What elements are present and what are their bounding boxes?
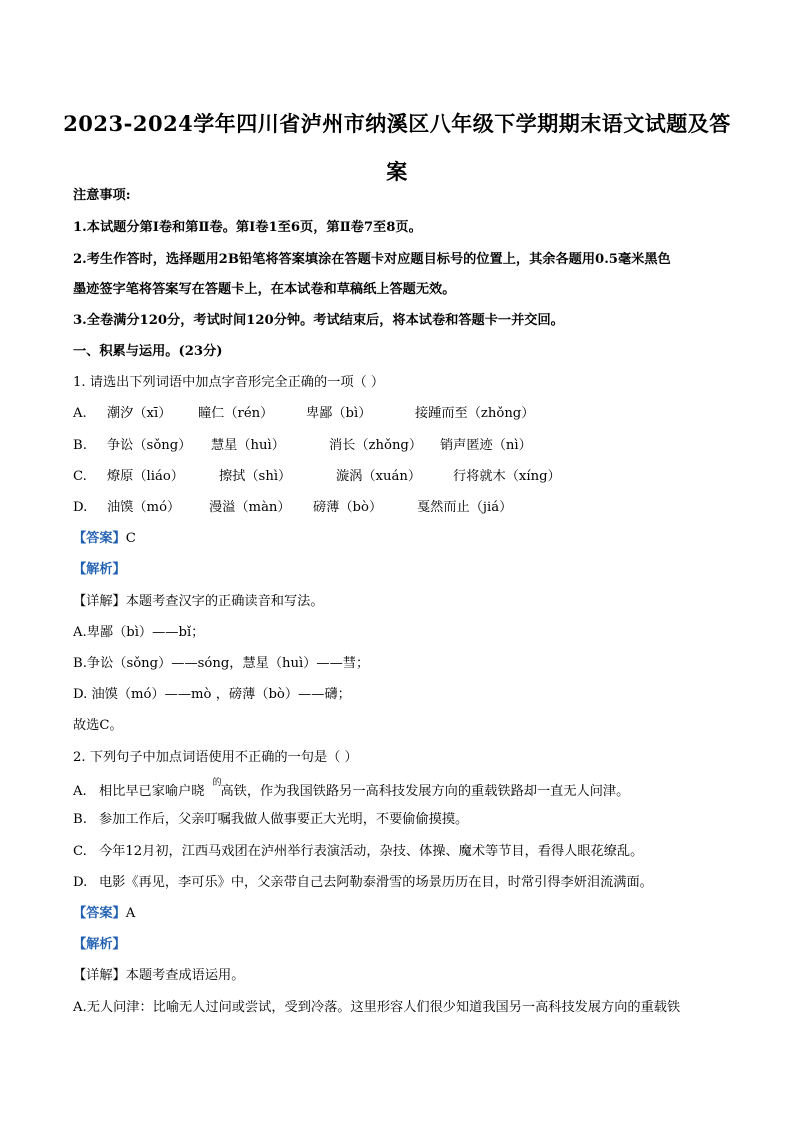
q2-detail-text: 本题考查成语运用。 [125, 968, 245, 983]
q1-option-c [73, 468, 561, 486]
q2-analysis-label: 【解析】 [73, 937, 126, 952]
q1-option-c-item-1: 燎原（liáo） [107, 469, 184, 484]
section-1-heading: 一、积累与运用。(23分) [73, 344, 223, 359]
q2-option-c [73, 843, 643, 861]
q1-conclusion: 故选C。 [73, 718, 123, 733]
q1-analysis-line-3: D. 油馍（mó）——mò ，磅薄（bò）——礴； [73, 687, 351, 702]
notice-item-2-cont: 墨迹签字笔将答案写在答题卡上，在本试卷和草稿纸上答题无效。 [73, 282, 456, 297]
q1-stem: 1. 请选出下列词语中加点字音形完全正确的一项（ ） [73, 375, 385, 390]
q2-option-a-text: 相比早已家喻户晓 [99, 784, 205, 799]
q1-detail-tag: 【详解】 [73, 594, 126, 609]
notice-item-3: 3.全卷满分120分，考试时间120分钟。考试结束后，将本试卷和答题卡一并交回。 [73, 313, 564, 328]
q2-analysis-tag [73, 936, 126, 954]
q2-answer-tag: 【答案】 [73, 906, 126, 921]
q2-option-b-label: B. [73, 812, 87, 827]
q1-option-a-label: A. [73, 406, 87, 421]
q1-option-a-item-4: 接踵而至（zhǒng） [415, 406, 535, 421]
q2-answer-value: A [125, 906, 136, 921]
q1-option-c-item-2: 擦拭（shì） [219, 469, 292, 484]
q1-option-a [73, 405, 534, 423]
q1-option-b-item-1: 争讼（sǒng） [107, 438, 192, 453]
q1-option-d-label: D. [73, 500, 88, 515]
q1-analysis-label: 【解析】 [73, 562, 126, 577]
q1-option-a-item-2: 瞳仁（rén） [198, 406, 274, 421]
q2-option-b [73, 811, 468, 829]
q2-option-d-text: 电影《再见，李可乐》中，父亲带自己去阿勒泰滑雪的场景历历在目，时常引得李妍泪流满面。 [99, 875, 653, 890]
q2-answer [73, 905, 135, 923]
q1-detail [73, 593, 324, 611]
q1-option-a-item-1: 潮汐（xī） [107, 406, 172, 421]
q1-option-d-item-4: 戛然而止（jiá） [417, 500, 513, 515]
q2-option-c-text: 今年12月初，江西马戏团在泸州举行表演活动，杂技、体操、魔术等节目，看得人眼花缭乱。 [99, 844, 644, 859]
q2-stem: 2. 下列句子中加点词语使用不正确的一句是（ ） [73, 750, 358, 765]
q2-option-c-label: C. [73, 844, 87, 859]
q2-option-d [73, 874, 653, 892]
q1-option-a-item-3: 卑鄙（bì） [306, 406, 372, 421]
q1-option-b-item-2: 慧星（huì） [211, 438, 285, 453]
q1-option-d [73, 499, 512, 517]
q1-option-d-item-1: 油馍（mó） [107, 500, 181, 515]
q1-option-c-label: C. [73, 469, 87, 484]
q1-answer-value: C [125, 531, 136, 546]
q1-option-d-item-2: 漫溢（màn） [209, 500, 291, 515]
q2-option-a-ruby-text: 的 [212, 778, 222, 788]
notice-heading: 注意事项: [73, 188, 131, 203]
q2-option-a-label: A. [73, 784, 87, 799]
q2-analysis-line-1: A.无人问津：比喻无人过问或尝试，受到冷落。这里形容人们很少知道我国另一高科技发展方向的重载铁 [73, 1000, 681, 1015]
q1-answer-tag: 【答案】 [73, 531, 126, 546]
q1-option-b-item-3: 消长（zhǒng） [329, 438, 423, 453]
q2-option-b-text: 参加工作后，父亲叮嘱我做人做事要正大光明，不要偷偷摸摸。 [99, 812, 469, 827]
q2-option-a-text-2: 高铁，作为我国铁路另一高科技发展方向的重载铁路却一直无人问津。 [220, 784, 630, 799]
notice-item-2: 2.考生作答时，选择题用2B铅笔将答案填涂在答题卡对应题目标号的位置上，其余各题用0.5毫米黑色 [73, 252, 671, 267]
q2-option-a [73, 778, 630, 801]
q1-analysis-line-2: B.争讼（sǒng）——sóng，慧星（huì）——彗； [73, 656, 370, 671]
q1-detail-text: 本题考查汉字的正确读音和写法。 [125, 594, 324, 609]
page-title: 2023-2024学年四川省泸州市纳溪区八年级下学期期末语文试题及答案 [63, 111, 731, 184]
q2-option-d-label: D. [73, 875, 88, 890]
q1-option-b-item-4: 销声匿迹（nì） [440, 438, 532, 453]
q1-option-b-label: B. [73, 438, 87, 453]
q1-option-b [73, 437, 532, 455]
q1-answer [73, 530, 136, 548]
q1-analysis-tag [73, 561, 126, 579]
q2-detail-tag: 【详解】 [73, 968, 126, 983]
notice-item-1: 1.本试题分第Ⅰ卷和第Ⅱ卷。第Ⅰ卷1至6页，第Ⅱ卷7至8页。 [73, 220, 422, 235]
q1-option-d-item-3: 磅薄（bò） [313, 500, 383, 515]
q1-analysis-line-1: A.卑鄙（bì）——bǐ； [73, 625, 205, 640]
q1-option-c-item-3: 漩涡（xuán） [336, 469, 422, 484]
q1-option-c-item-4: 行将就木（xíng） [453, 469, 561, 484]
q2-detail [73, 967, 244, 985]
